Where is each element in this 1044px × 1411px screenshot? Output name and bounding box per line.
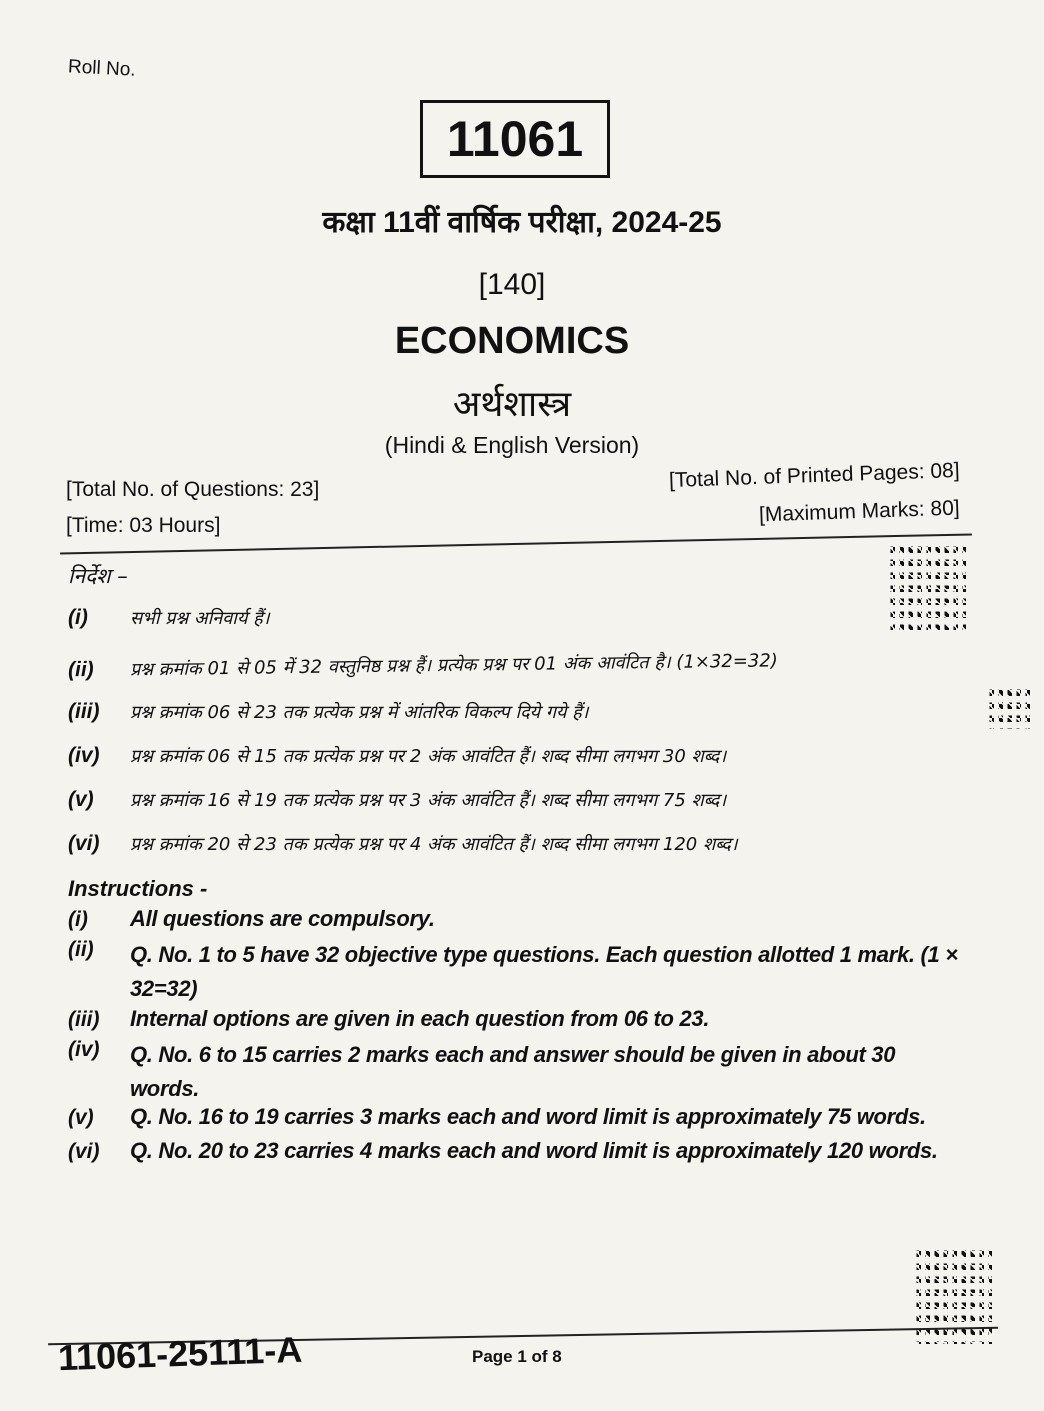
item-text: Internal options are given in each question from 06 to 23. (130, 1006, 710, 1031)
hindi-instruction-item (68, 744, 968, 768)
english-instruction-item (68, 1006, 968, 1032)
item-number: (v) (68, 1106, 94, 1129)
paper-code-box: 11061 (420, 100, 610, 178)
version-note: (Hindi & English Version) (384, 432, 640, 458)
english-instruction-item (68, 938, 968, 1006)
item-text: प्रश्न क्रमांक 16 से 19 तक प्रत्येक प्रश्न पर 3 अंक आवंटित हैं। शब्द सीमा लगभग 75 शब्द। (130, 790, 727, 811)
printed-pages: [Total No. of Printed Pages: 08] (668, 458, 961, 493)
page-number: Page 1 of 8 (472, 1347, 562, 1366)
item-number: (i) (68, 606, 88, 629)
item-text: Q. No. 16 to 19 carries 3 marks each and word limit is approximately 75 words. (130, 1104, 926, 1129)
item-text: प्रश्न क्रमांक 06 से 23 तक प्रत्येक प्रश्न में आंतरिक विकल्प दिये गये हैं। (130, 702, 589, 723)
item-number: (iii) (68, 1008, 100, 1031)
exam-title: कक्षा 11वीं वार्षिक परीक्षा, 2024-25 (322, 206, 722, 239)
hindi-instruction-item (68, 788, 968, 812)
hindi-instruction-item (68, 832, 968, 856)
english-instruction-item (68, 1104, 968, 1130)
qr-code-side (985, 683, 1031, 729)
item-number: (ii) (67, 657, 94, 682)
roll-number-label: Roll No. (67, 56, 137, 81)
item-text: प्रश्न क्रमांक 06 से 15 तक प्रत्येक प्रश्न पर 2 अंक आवंटित हैं। शब्द सीमा लगभग 30 शब्द। (130, 746, 727, 767)
item-text: सभी प्रश्न अनिवार्य हैं। (130, 608, 270, 629)
item-number: (vi) (68, 1140, 100, 1163)
hindi-instruction-item (68, 700, 968, 724)
english-instruction-item (68, 1138, 968, 1164)
item-text: प्रश्न क्रमांक 20 से 23 तक प्रत्येक प्रश्न पर 4 अंक आवंटित हैं। शब्द सीमा लगभग 120 शब्द। (130, 834, 738, 855)
item-text: Q. No. 20 to 23 carries 4 marks each and word limit is approximately 120 words. (130, 1138, 938, 1163)
footer-paper-code: 11061-25111-A (57, 1328, 303, 1379)
subject-code: [140] (478, 268, 546, 301)
english-instructions-heading: Instructions - (68, 876, 208, 901)
item-text: प्रश्न क्रमांक 01 से 05 में 32 वस्तुनिष्ठ प्रश्न हैं। प्रत्येक प्रश्न पर 01 अंक आवंटित है। (1×32=32) (129, 650, 778, 681)
total-questions: [Total No. of Questions: 23] (66, 478, 320, 501)
item-number: (i) (68, 908, 88, 931)
english-instruction-item (68, 906, 968, 932)
item-text: All questions are compulsory. (130, 906, 435, 931)
hindi-instruction-item (68, 606, 968, 630)
item-number: (iv) (68, 1038, 100, 1061)
item-number: (iii) (68, 700, 100, 723)
exam-time: [Time: 03 Hours] (66, 514, 221, 537)
item-number: (v) (68, 788, 94, 811)
item-number: (vi) (68, 832, 100, 855)
english-instruction-item (68, 1038, 968, 1106)
item-number: (ii) (68, 938, 94, 961)
hindi-instruction-item (68, 646, 968, 683)
subject-title: ECONOMICS (394, 320, 630, 362)
item-text: Q. No. 1 to 5 have 32 objective type questions. Each question allotted 1 mark. (1 × 32=32) (130, 942, 958, 1001)
maximum-marks: [Maximum Marks: 80] (758, 496, 961, 527)
hindi-instructions-heading: निर्देश – (68, 564, 128, 588)
item-number: (iv) (68, 744, 100, 767)
subject-title-hindi: अर्थशास्त्र (452, 383, 572, 424)
item-text: Q. No. 6 to 15 carries 2 marks each and answer should be given in about 30 words. (130, 1042, 896, 1101)
